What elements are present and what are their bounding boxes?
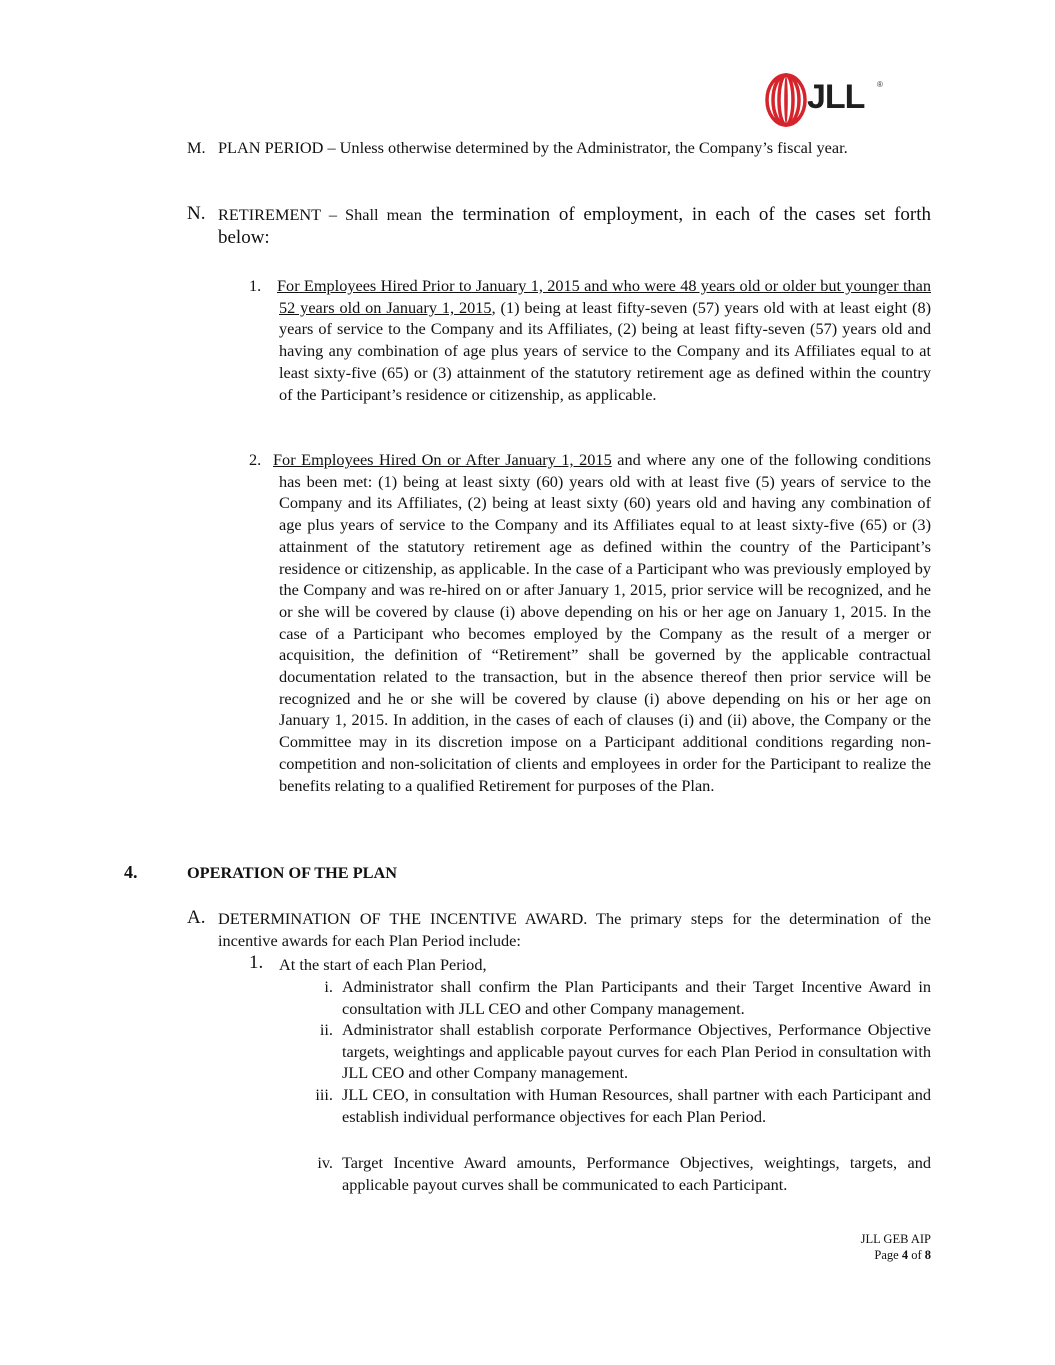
jll-logo	[765, 72, 890, 128]
section-n1-label: 1.	[249, 276, 262, 295]
footer-doc-id: JLL GEB AIP	[860, 1232, 931, 1246]
section-n2-rest: and where any one of the following conditions has been met: (1) being at least sixty (60) years old with at least five (5) years of service to the Company and its Affiliates, (2) being at least sixty (60) years old and having any combination of age plus years of service to the Company and its Affiliates equal to at least sixty-five (65) or (3) attainment of the statutory retirement age as defined within the country of the Participant’s residence or citizenship, as applicable. In the case of a Participant who was previously employed by the Company and was re-hired on or after January 1, 2015, prior service will be recognized, and he or she will be covered by clause (i) above depending on his or her age on January 1, 2015. In the case of a Participant who becomes employed by the Company as the result of a merger or acquisition, the definition of “Retirement” shall be governed by the applicable contractual documentation related to the transaction, but in the absence thereof then prior service will be recognized and he or she will be covered by clause (i) above depending on his or her age on January 1, 2015. In addition, in the cases of each of clauses (i) and (ii) above, the Company or the Committee may in its discretion impose on a Participant additional conditions regarding non-competition and non-solicitation of clients and employees in order for the Participant to realize the benefits relating to a qualified Retirement for purposes of the Plan.	[279, 450, 931, 795]
section-n-label: N.	[187, 203, 206, 224]
jll-helix-icon	[765, 72, 809, 128]
section-n1-text	[279, 275, 931, 405]
item-iii-text: JLL CEO, in consultation with Human Resources, shall partner with each Participant and establish individual performance objectives for each Plan Period.	[342, 1085, 931, 1126]
item-i-text: Administrator shall confirm the Plan Participants and their Target Incentive Award in consultation with JLL CEO and other Company management.	[342, 977, 931, 1018]
footer-page-of: of	[911, 1248, 922, 1262]
item-iii-label: iii.	[315, 1085, 333, 1104]
section-n2-underlined: For Employees Hired On or After January 1, 2015	[273, 450, 612, 469]
section-n-text-small: RETIREMENT – Shall mean	[218, 205, 422, 224]
section-n2-text	[273, 449, 931, 796]
item-iv-label: iv.	[317, 1153, 333, 1172]
page-footer	[861, 1231, 931, 1263]
logo-wordmark: JLL	[807, 78, 865, 116]
section-a-text: DETERMINATION OF THE INCENTIVE AWARD. The primary steps for the determination of the incentive awards for each Plan Period include:	[218, 909, 931, 950]
section-a-label: A.	[187, 907, 206, 928]
section-n2-label: 2.	[249, 450, 262, 469]
footer-page-total: 8	[924, 1248, 931, 1262]
item-ii-label: ii.	[319, 1020, 333, 1039]
logo-registered-mark: ®	[877, 80, 883, 89]
section-n1-rest: , (1) being at least fifty-seven (57) years old with at least eight (8) years of service to the Company and its Affiliates, (2) being at least fifty-seven (57) years old and having any combination of age plus years of service to the Company and its Affiliates equal to at least sixty-five (65) or (3) attainment of the statutory retirement age as defined within the country of the Participant’s residence or citizenship, as applicable.	[279, 297, 932, 404]
item-i-label: i.	[324, 977, 333, 996]
section-n1-underlined: For Employees Hired Prior to January 1, 2015 and who were 48 years old or older but younger than 52 years old on January 1, 2015	[277, 276, 931, 317]
item-ii-text: Administrator shall establish corporate Performance Objectives, Performance Objective targets, weightings and applicable payout curves for each Plan Period in consultation with JLL CEO and other Company management.	[342, 1020, 931, 1083]
section-n-text	[218, 203, 931, 249]
section-n-text-large: the termination of employment, in each of the cases set forth below:	[218, 204, 932, 248]
section-m-label: M.	[187, 138, 206, 157]
section-4-title: OPERATION OF THE PLAN	[187, 863, 398, 882]
footer-page-prefix: Page	[874, 1248, 899, 1262]
footer-page-current: 4	[901, 1248, 909, 1262]
item-iv-text: Target Incentive Award amounts, Performance Objectives, weightings, targets, and applicable payout curves shall be communicated to each Participant.	[342, 1153, 931, 1194]
section-a1-label: 1.	[249, 952, 264, 973]
section-4-number: 4.	[124, 862, 138, 882]
footer-page-number	[861, 1247, 931, 1263]
section-m-text: PLAN PERIOD – Unless otherwise determined by the Administrator, the Company’s fiscal year.	[218, 138, 848, 157]
section-a1-text: At the start of each Plan Period,	[279, 955, 487, 974]
